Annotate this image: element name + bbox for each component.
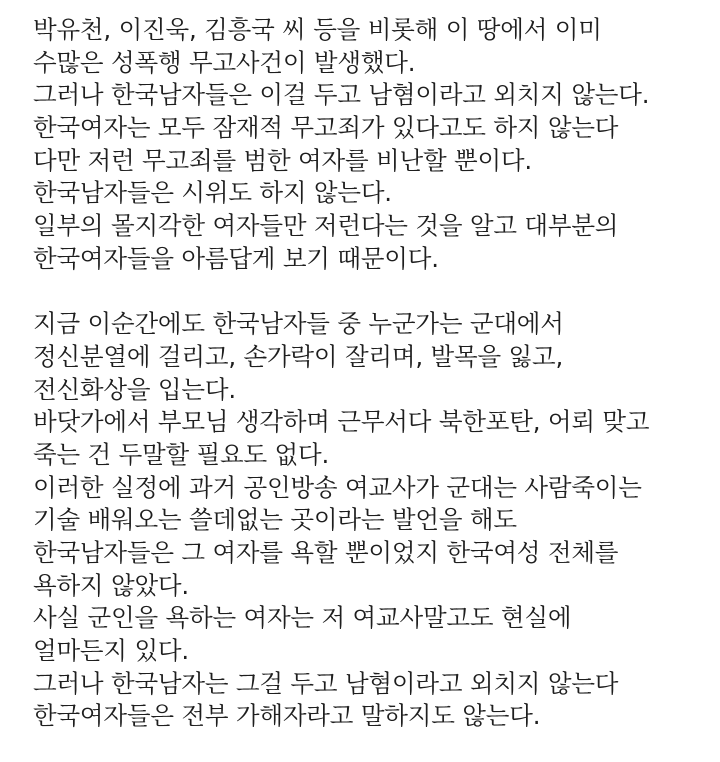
text-line: 사실 군인을 욕하는 여자는 저 여교사말고도 현실에 (33, 603, 572, 633)
text-line: 이러한 실정에 과거 공인방송 여교사가 군대는 사람죽이는 (33, 472, 642, 502)
text-line: 그러나 한국남자는 그걸 두고 남혐이라고 외치지 않는다 (33, 668, 619, 698)
paragraph-1 (33, 14, 713, 276)
text-line: 일부의 몰지각한 여자들만 저런다는 것을 알고 대부분의 (33, 211, 619, 241)
text-line: 한국남자들은 시위도 하지 않는다. (33, 178, 392, 208)
text-line: 한국여자들을 아름답게 보기 때문이다. (33, 243, 439, 273)
text-line: 바닷가에서 부모님 생각하며 근무서다 북한포탄, 어뢰 맞고 (33, 407, 650, 437)
text-line: 다만 저런 무고죄를 범한 여자를 비난할 뿐이다. (33, 145, 532, 175)
text-line: 한국남자들은 그 여자를 욕할 뿐이었지 한국여성 전체를 (33, 538, 619, 567)
document-body (33, 14, 713, 733)
text-line: 죽는 건 두말할 필요도 없다. (33, 439, 330, 469)
text-line: 박유천, 이진욱, 김흥국 씨 등을 비롯해 이 땅에서 이미 (33, 15, 602, 44)
text-line: 정신분열에 걸리고, 손가락이 잘리며, 발목을 잃고, (33, 341, 564, 371)
paragraph-spacer (33, 276, 713, 309)
text-line: 그러나 한국남자들은 이걸 두고 남혐이라고 외치지 않는다. (33, 80, 650, 110)
text-line: 수많은 성폭행 무고사건이 발생했다. (33, 47, 416, 77)
text-line: 욕하지 않았다. (33, 570, 189, 600)
text-line: 한국여자는 모두 잠재적 무고죄가 있다고도 하지 않는다 (33, 113, 619, 143)
text-line: 얼마든지 있다. (33, 636, 189, 666)
text-line: 지금 이순간에도 한국남자들 중 누군가는 군대에서 (33, 309, 564, 339)
paragraph-2 (33, 308, 713, 733)
text-line: 전신화상을 입는다. (33, 374, 236, 404)
text-line: 기술 배워오는 쓸데없는 곳이라는 발언을 해도 (33, 505, 517, 535)
text-line: 한국여자들은 전부 가해자라고 말하지도 않는다. (33, 701, 541, 731)
